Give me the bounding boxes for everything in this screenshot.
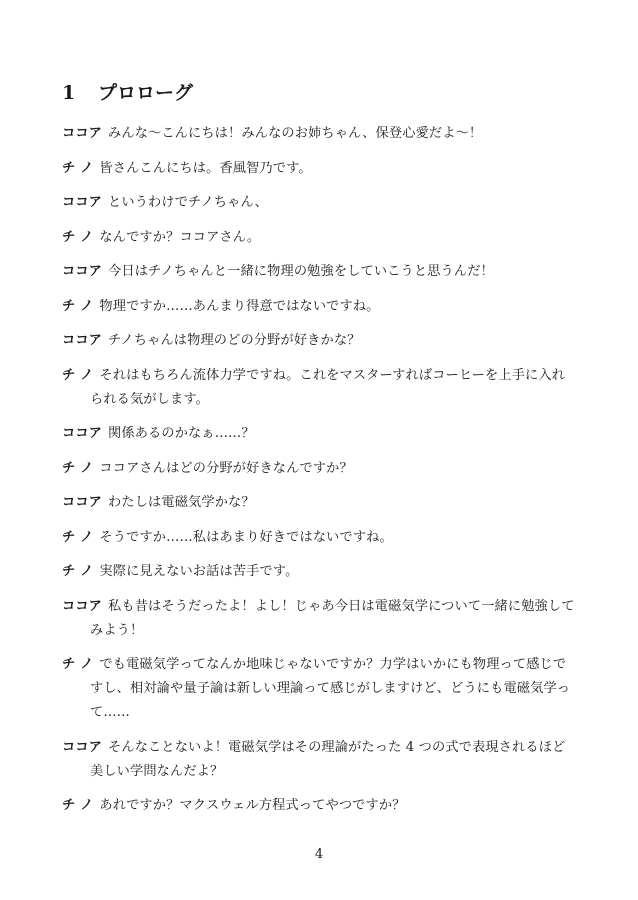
dialogue-line <box>62 794 578 818</box>
speech-text: あれですか？マクスウェル方程式ってやつですか？ <box>99 798 406 813</box>
speaker-name: チ ノ <box>62 564 94 579</box>
speaker-name: チ ノ <box>62 298 94 314</box>
dialogue-line <box>62 191 578 215</box>
speaker-name: ココア <box>62 426 103 441</box>
section-number: 1 <box>62 82 76 104</box>
dialogue-line <box>62 422 578 446</box>
speaker-name: チ ノ <box>62 367 94 383</box>
speech-text: そうですか……私はあまり好きではないですね。 <box>99 529 393 545</box>
speaker-name: ココア <box>62 739 103 755</box>
section-heading <box>62 78 578 108</box>
dialogue-line <box>62 736 578 784</box>
speaker-name: チ ノ <box>62 529 94 545</box>
speaker-name: ココア <box>62 598 103 614</box>
speaker-name: ココア <box>62 126 103 141</box>
speech-text: わたしは電磁気学かな？ <box>108 495 255 510</box>
speech-text: みんな〜こんにちは！みんなのお姉ちゃん、保登心愛だよ〜！ <box>108 126 483 141</box>
speech-text: ココアさんはどの分野が好きなんですか？ <box>99 460 353 476</box>
speaker-name: ココア <box>62 195 103 210</box>
speaker-name: ココア <box>62 495 103 510</box>
speech-text: 私も昔はそうだったよ！よし！じゃあ今日は電磁気学について一緒に勉強してみよう！ <box>90 598 575 638</box>
speech-text: なんですか？ココアさん。 <box>99 229 261 245</box>
dialogue-line <box>62 653 578 725</box>
speech-text: というわけでチノちゃん、 <box>108 195 268 210</box>
speaker-name: チ ノ <box>62 657 94 672</box>
dialogue-list <box>62 122 578 818</box>
speech-text: そんなことないよ！電磁気学はその理論がたった 4 つの式で表現されるほど美しい学問なんだよ？ <box>90 739 566 779</box>
speaker-name: チ ノ <box>62 798 94 813</box>
dialogue-line <box>62 329 578 353</box>
speech-text: 今日はチノちゃんと一緒に物理の勉強をしていこうと思うんだ！ <box>108 264 494 279</box>
section-title: プロローグ <box>98 82 194 104</box>
dialogue-line <box>62 122 578 146</box>
dialogue-line <box>62 560 578 584</box>
dialogue-line <box>62 526 578 550</box>
speech-text: チノちゃんは物理のどの分野が好きかな？ <box>108 333 361 348</box>
dialogue-line <box>62 260 578 284</box>
dialogue-line <box>62 364 578 412</box>
dialogue-line <box>62 157 578 181</box>
speech-text: 実際に見えないお話は苦手です。 <box>99 564 299 579</box>
speaker-name: チ ノ <box>62 460 94 476</box>
speech-text: でも電磁気学ってなんか地味じゃないですか？力学はいかにも物理って感じですし、相対論や量子論は新しい理論って感じがしますけど、どうにも電磁気学って…… <box>90 657 571 720</box>
speech-text: 物理ですか……あんまり得意ではないですね。 <box>99 298 380 314</box>
document-page <box>62 78 578 829</box>
speech-text: 皆さんこんにちは。香風智乃です。 <box>99 160 312 176</box>
speech-text: 関係あるのかなぁ……？ <box>108 426 255 441</box>
dialogue-line <box>62 457 578 481</box>
speaker-name: チ ノ <box>62 160 94 176</box>
page-number: 4 <box>314 847 324 862</box>
speech-text: それはもちろん流体力学ですね。これをマスターすればコーヒーを上手に入れられる気がします。 <box>90 367 566 407</box>
speaker-name: ココア <box>62 264 103 279</box>
dialogue-line <box>62 226 578 250</box>
dialogue-line <box>62 491 578 515</box>
speaker-name: ココア <box>62 333 103 348</box>
dialogue-line <box>62 295 578 319</box>
dialogue-line <box>62 595 578 643</box>
speaker-name: チ ノ <box>62 229 94 245</box>
